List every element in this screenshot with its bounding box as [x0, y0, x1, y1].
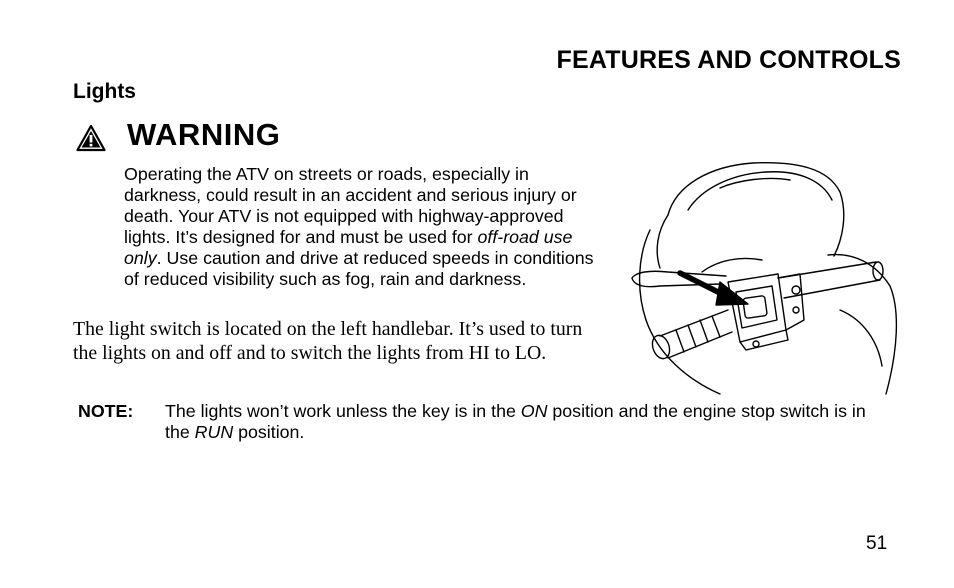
warning-text-part-2: . Use caution and drive at reduced speeds in conditions of reduced visibility such as fog, rain and darkness.	[124, 247, 594, 289]
section-title: Lights	[73, 80, 136, 103]
note-text-part-2: position and the engine stop switch is in the	[165, 401, 866, 442]
chapter-title: FEATURES AND CONTROLS	[556, 46, 901, 74]
page-number: 51	[866, 533, 888, 554]
left-handlebar-light-switch-illustration	[628, 160, 906, 398]
note-run-word: RUN	[194, 422, 234, 442]
note-label: NOTE:	[78, 401, 134, 421]
warning-text-emphasis: off-road use only	[124, 226, 573, 268]
warning-triangle-icon	[76, 124, 106, 152]
note-on-word: ON	[520, 401, 548, 421]
warning-title: WARNING	[127, 117, 281, 152]
body-paragraph: The light switch is located on the left handlebar. It’s used to turn the lights on and off and to switch the lights from HI to LO.	[73, 318, 583, 364]
warning-text-part-1: Operating the ATV on streets or roads, especially in darkness, could result in an accident and serious injury or death. Your ATV is not equipped with highway-approved lights. It’s designed for and must be used for	[124, 164, 577, 247]
note-text-part-1: The lights won’t work unless the key is in the	[165, 401, 521, 421]
note-text	[165, 401, 885, 443]
warning-text	[124, 164, 604, 289]
note-text-part-3: position.	[233, 422, 305, 442]
